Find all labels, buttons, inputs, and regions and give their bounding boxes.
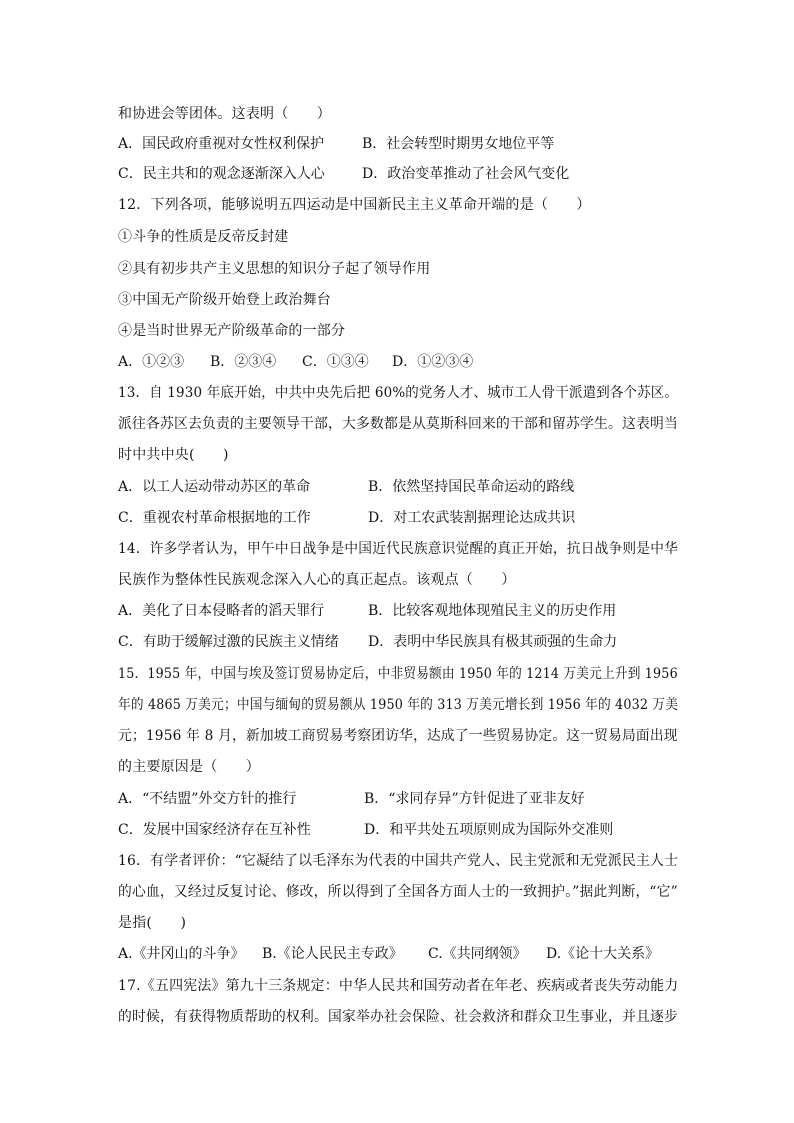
q11-option-b: B．社会转型时期男女地位平等 [362,136,555,152]
q13-option-d: D．对工农武装割据理论达成共识 [368,510,576,526]
q11-option-c: C．民主共和的观念逐渐深入人心 [118,166,325,182]
q14-options-row-1 [118,601,678,621]
q15-option-a: A．“不结盟”外交方针的推行 [118,791,297,807]
q15-stem-line-1: 15．1955 年，中国与埃及签订贸易协定后，中非贸易额由 1950 年的 1214 万美元上升到 1956 [118,666,678,682]
q14-stem-line-1: 14．许多学者认为，甲午中日战争是中国近代民族意识觉醒的真正开始，抗日战争则是中华 [118,541,679,557]
q13-option-c: C．重视农村革命根据地的工作 [118,510,311,526]
q11-options-row-2 [118,164,678,184]
q15-option-c: C．发展中国家经济存在互补性 [118,822,311,838]
q12-stem: 12．下列各项，能够说明五四运动是中国新民主主义革命开端的是（ ） [118,197,591,213]
q16-option-d: D.《论十大关系》 [546,946,660,962]
q12-item-4: ④是当时世界无产阶级革命的一部分 [118,323,346,339]
q14-options-row-2 [118,632,678,652]
q15-option-d: D．和平共处五项原则成为国际外交准则 [364,822,614,838]
q13-stem-line-2: 派往各苏区去负责的主要领导干部，大多数都是从莫斯科回来的干部和留苏学生。这表明当 [118,416,678,432]
q12-item-3: ③中国无产阶级开始登上政治舞台 [118,292,331,308]
q13-options-row-1 [118,477,678,497]
q16-option-c: C.《共同纲领》 [428,946,527,962]
q14-option-c: C．有助于缓解过激的民族主义情绪 [118,634,339,650]
q14-option-b: B．比较客观地体现殖民主义的历史作用 [368,603,617,619]
q13-stem-line-3: 时中共中央( ) [118,447,229,463]
q14-stem-line-2: 民族作为整体性民族观念深入人心的真正起点。该观点（ ） [118,572,516,588]
q16-option-b: B.《论人民民主专政》 [262,946,403,962]
q16-stem-line-2: 的心血，又经过反复讨论、修改，所以得到了全国各方面人士的一致拥护。”据此判断，“它” [118,884,678,900]
q11-option-d: D．政治变革推动了社会风气变化 [362,166,570,182]
q13-option-b: B．依然坚持国民革命运动的路线 [368,479,575,495]
q12-options-row [118,352,678,372]
q12-option-b: B．②③④ [210,354,277,370]
q17-stem-line-2: 的时候，有获得物质帮助的权利。国家举办社会保险、社会救济和群众卫生事业，并且逐步 [118,1009,678,1025]
q13-stem-line-1: 13．自 1930 年底开始，中共中央先后把 60%的党务人才、城市工人骨干派遣到各个苏区。 [118,385,679,401]
q12-item-1: ①斗争的性质是反帝反封建 [118,229,289,245]
q12-option-a: A．①②③ [118,354,185,370]
q11-option-a: A．国民政府重视对女性权利保护 [118,136,325,152]
q13-options-row-2 [118,508,678,528]
q15-options-row-1 [118,789,678,809]
q16-option-a: A.《井冈山的斗争》 [118,946,245,962]
q15-stem-line-3: 元；1956 年 8 月，新加坡工商贸易考察团访华，达成了一些贸易协定。这一贸易局面出现 [118,728,678,744]
q15-stem-line-4: 的主要原因是（ ） [118,759,260,775]
q11-options-row-1 [118,134,678,154]
q15-stem-line-2: 年的 4865 万美元；中国与缅甸的贸易额从 1950 年的 313 万美元增长到 1956 年的 4032 万美 [118,697,679,713]
q12-option-c: C．①③④ [302,354,369,370]
q17-stem-line-1: 17.《五四宪法》第九十三条规定：中华人民共和国劳动者在年老、疾病或者丧失劳动能力 [118,978,679,994]
q12-option-d: D．①②③④ [392,354,474,370]
q16-options-row [118,944,678,964]
q15-option-b: B．“求同存异”方针促进了亚非友好 [364,791,585,807]
q14-option-d: D．表明中华民族具有极其顽强的生命力 [368,634,618,650]
q13-option-a: A．以工人运动带动苏区的革命 [118,479,311,495]
q11-stem-tail: 和协进会等团体。这表明（ ） [118,106,331,122]
q14-option-a: A．美化了日本侵略者的滔天罪行 [118,603,325,619]
q15-options-row-2 [118,820,678,840]
q16-stem-line-3: 是指( ) [118,915,187,931]
q12-item-2: ②具有初步共产主义思想的知识分子起了领导作用 [118,261,431,277]
q16-stem-line-1: 16．有学者评价：“它凝结了以毛泽东为代表的中国共产党人、民主党派和无党派民主人士 [118,853,679,869]
